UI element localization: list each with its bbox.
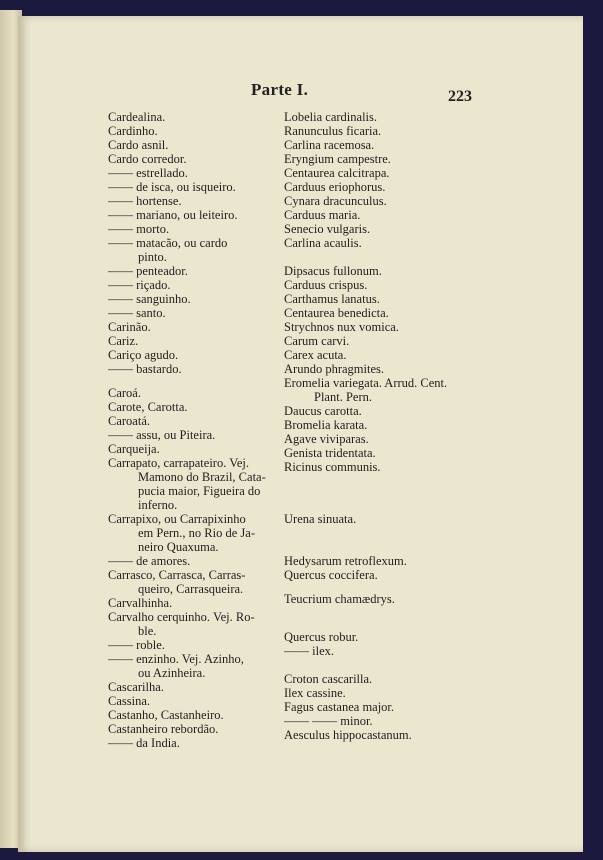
latin-entry: Centaurea benedicta. bbox=[284, 306, 389, 320]
latin-entry: Croton cascarilla. bbox=[284, 672, 373, 686]
latin-entry: Teucrium chamædrys. bbox=[284, 592, 395, 606]
vernacular-entry: Carvalho cerquinho. Vej. Ro- bbox=[108, 610, 255, 624]
vernacular-entry: Carote, Carotta. bbox=[108, 400, 188, 414]
latin-entry: Carduus eriophorus. bbox=[284, 180, 386, 194]
vernacular-entry: Cariz. bbox=[108, 334, 139, 348]
vernacular-entry: Carvalhinha. bbox=[108, 596, 173, 610]
vernacular-entry: —— sanguinho. bbox=[108, 292, 191, 306]
latin-entry: Genista tridentata. bbox=[284, 446, 376, 460]
vernacular-entry: —— penteador. bbox=[108, 264, 188, 278]
latin-entry: Strychnos nux vomica. bbox=[284, 320, 399, 334]
latin-entry: Carum carvi. bbox=[284, 334, 350, 348]
latin-entry: Carex acuta. bbox=[284, 348, 347, 362]
vernacular-entry: Castanho, Castanheiro. bbox=[108, 708, 224, 722]
latin-entry: Aesculus hippocastanum. bbox=[284, 728, 412, 742]
vernacular-entry: ble. bbox=[138, 624, 157, 638]
page-number: 223 bbox=[448, 88, 472, 105]
vernacular-entry: Cardinho. bbox=[108, 124, 158, 138]
vernacular-entry: Carrapato, carrapateiro. Vej. bbox=[108, 456, 250, 470]
vernacular-entry: —— riçado. bbox=[108, 278, 171, 292]
latin-entry: Ranunculus ficaria. bbox=[284, 124, 382, 138]
vernacular-entry: —— morto. bbox=[108, 222, 170, 236]
latin-entry: Senecio vulgaris. bbox=[284, 222, 371, 236]
vernacular-entry: —— roble. bbox=[108, 638, 165, 652]
latin-entry: Carduus crispus. bbox=[284, 278, 368, 292]
vernacular-entry: Mamono do Brazil, Cata- bbox=[138, 470, 266, 484]
latin-entry: Ilex cassine. bbox=[284, 686, 346, 700]
vernacular-entry: —— matacão, ou cardo bbox=[108, 236, 228, 250]
vernacular-entry: Cassina. bbox=[108, 694, 151, 708]
vernacular-entry: —— mariano, ou leiteiro. bbox=[108, 208, 238, 222]
vernacular-entry: pinto. bbox=[138, 250, 167, 264]
vernacular-entry: —— de amores. bbox=[108, 554, 191, 568]
latin-entry: Arundo phragmites. bbox=[284, 362, 384, 376]
vernacular-entry: ou Azinheira. bbox=[138, 666, 206, 680]
vernacular-entry: —— santo. bbox=[108, 306, 166, 320]
vernacular-entry: —— estrellado. bbox=[108, 166, 188, 180]
latin-entry: Lobelia cardinalis. bbox=[284, 110, 378, 124]
latin-entry: Carlina racemosa. bbox=[284, 138, 375, 152]
vernacular-entry: Caroá. bbox=[108, 386, 141, 400]
latin-entry: Bromelia karata. bbox=[284, 418, 368, 432]
vernacular-entry: pucia maior, Figueira do bbox=[138, 484, 261, 498]
latin-entry: Centaurea calcitrapa. bbox=[284, 166, 390, 180]
vernacular-entry: —— bastardo. bbox=[108, 362, 182, 376]
latin-entry: Cynara dracunculus. bbox=[284, 194, 387, 208]
latin-entry: Eromelia variegata. Arrud. Cent. bbox=[284, 376, 448, 390]
latin-entry: Carduus maria. bbox=[284, 208, 361, 222]
vernacular-entry: Carqueija. bbox=[108, 442, 160, 456]
latin-entry: Quercus robur. bbox=[284, 630, 359, 644]
vernacular-entry: —— hortense. bbox=[108, 194, 182, 208]
vernacular-entry: neiro Quaxuma. bbox=[138, 540, 219, 554]
latin-entry: Eryngium campestre. bbox=[284, 152, 391, 166]
vernacular-entry: queiro, Carrasqueira. bbox=[138, 582, 244, 596]
vernacular-entry: Carrasco, Carrasca, Carras- bbox=[108, 568, 246, 582]
latin-entry: Dipsacus fullonum. bbox=[284, 264, 382, 278]
latin-entry: Quercus coccifera. bbox=[284, 568, 378, 582]
latin-entry: Carthamus lanatus. bbox=[284, 292, 380, 306]
vernacular-entry: Carrapixo, ou Carrapixinho bbox=[108, 512, 246, 526]
latin-entry: Ricinus communis. bbox=[284, 460, 381, 474]
vernacular-entry: Cardo corredor. bbox=[108, 152, 187, 166]
vernacular-entry: Cariço agudo. bbox=[108, 348, 179, 362]
latin-entry: Daucus carotta. bbox=[284, 404, 362, 418]
latin-entry: Carlina acaulis. bbox=[284, 236, 362, 250]
latin-entry: Fagus castanea major. bbox=[284, 700, 395, 714]
vernacular-entry: inferno. bbox=[138, 498, 178, 512]
page-title: Parte I. bbox=[251, 80, 309, 99]
vernacular-entry: Cascarilha. bbox=[108, 680, 164, 694]
latin-entry: Agave viviparas. bbox=[284, 432, 369, 446]
vernacular-entry: —— de isca, ou isqueiro. bbox=[108, 180, 236, 194]
page-header bbox=[0, 80, 603, 104]
latin-entry: —— —— minor. bbox=[284, 714, 373, 728]
vernacular-entry: —— enzinho. Vej. Azinho, bbox=[108, 652, 244, 666]
vernacular-entry: Cardealina. bbox=[108, 110, 166, 124]
vernacular-entry: Castanheiro rebordão. bbox=[108, 722, 219, 736]
latin-entry: —— ilex. bbox=[284, 644, 334, 658]
latin-entry: Plant. Pern. bbox=[314, 390, 372, 404]
vernacular-entry: —— da India. bbox=[108, 736, 180, 750]
vernacular-entry: Cardo asnil. bbox=[108, 138, 169, 152]
vernacular-entry: —— assu, ou Piteira. bbox=[108, 428, 216, 442]
vernacular-entry: em Pern., no Rio de Ja- bbox=[138, 526, 255, 540]
vernacular-entry: Caroatá. bbox=[108, 414, 150, 428]
vernacular-entry: Carinão. bbox=[108, 320, 151, 334]
latin-entry: Hedysarum retroflexum. bbox=[284, 554, 407, 568]
latin-entry: Urena sinuata. bbox=[284, 512, 357, 526]
